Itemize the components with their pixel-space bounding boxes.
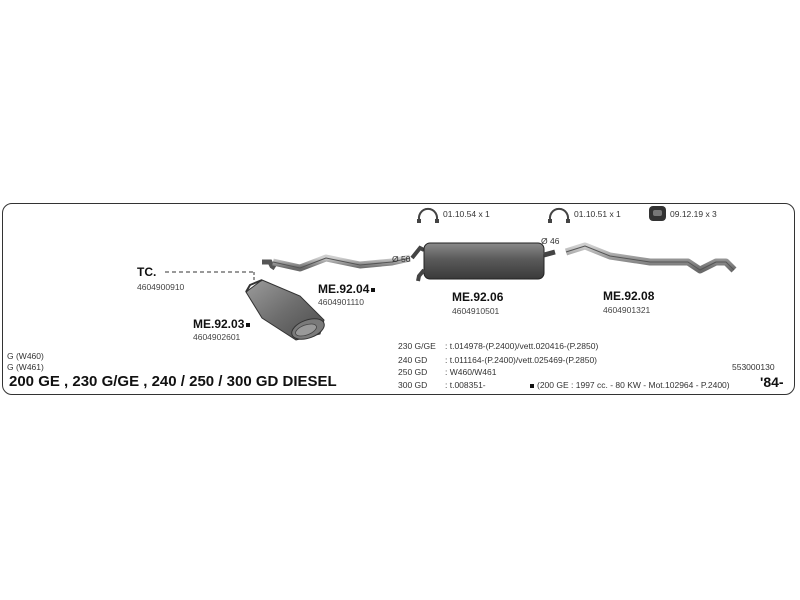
variant-info: : t.008351-	[445, 380, 486, 390]
part-label-me9208: ME.92.08	[603, 289, 655, 303]
catalog-number: 553000130	[732, 362, 775, 372]
year-label: '84-	[760, 374, 784, 390]
rear-pipe	[566, 246, 734, 270]
part-number-me9208: 4604901321	[603, 305, 651, 315]
hardware-label: 01.10.54 x 1	[443, 209, 490, 219]
diameter-label: Ø 50	[392, 254, 411, 264]
part-number-me9206: 4604910501	[452, 306, 500, 316]
part-number-me9203: 4604902601	[193, 332, 241, 342]
clamp-icon	[417, 209, 439, 223]
model-label: G (W460)	[7, 351, 44, 361]
variant-model: 240 GD	[398, 355, 428, 365]
footnote: (200 GE : 1997 cc. - 80 KW - Mot.102964 - P.2400)	[530, 380, 730, 390]
part-label-me9206: ME.92.06	[452, 290, 504, 304]
diameter-label: Ø 46	[541, 236, 560, 246]
part-label-tc: TC.	[137, 265, 157, 279]
model-label: G (W461)	[7, 362, 44, 372]
part-number-me9204: 4604901110	[318, 297, 365, 307]
part-label-me9203: ME.92.03	[193, 317, 250, 331]
variant-model: 300 GD	[398, 380, 428, 390]
middle-muffler	[412, 243, 555, 281]
rubber-mount-icon	[649, 206, 666, 221]
part-label-me9204: ME.92.04	[318, 282, 375, 296]
variant-model: 250 GD	[398, 367, 428, 377]
catalyst	[246, 280, 327, 343]
variant-model: 230 G/GE	[398, 341, 436, 351]
vehicle-title: 200 GE , 230 G/GE , 240 / 250 / 300 GD DIESEL	[9, 373, 337, 390]
variant-info: : W460/W461	[445, 367, 497, 377]
part-number-tc: 4604900910	[137, 282, 185, 292]
variant-info: : t.014978-(P.2400)/vett.020416-(P.2850)	[445, 341, 599, 351]
clamp-icon	[548, 209, 570, 223]
hardware-label: 09.12.19 x 3	[670, 209, 717, 219]
variant-info: : t.011164-(P.2400)/vett.025469-(P.2850)	[445, 355, 598, 365]
hardware-label: 01.10.51 x 1	[574, 209, 621, 219]
